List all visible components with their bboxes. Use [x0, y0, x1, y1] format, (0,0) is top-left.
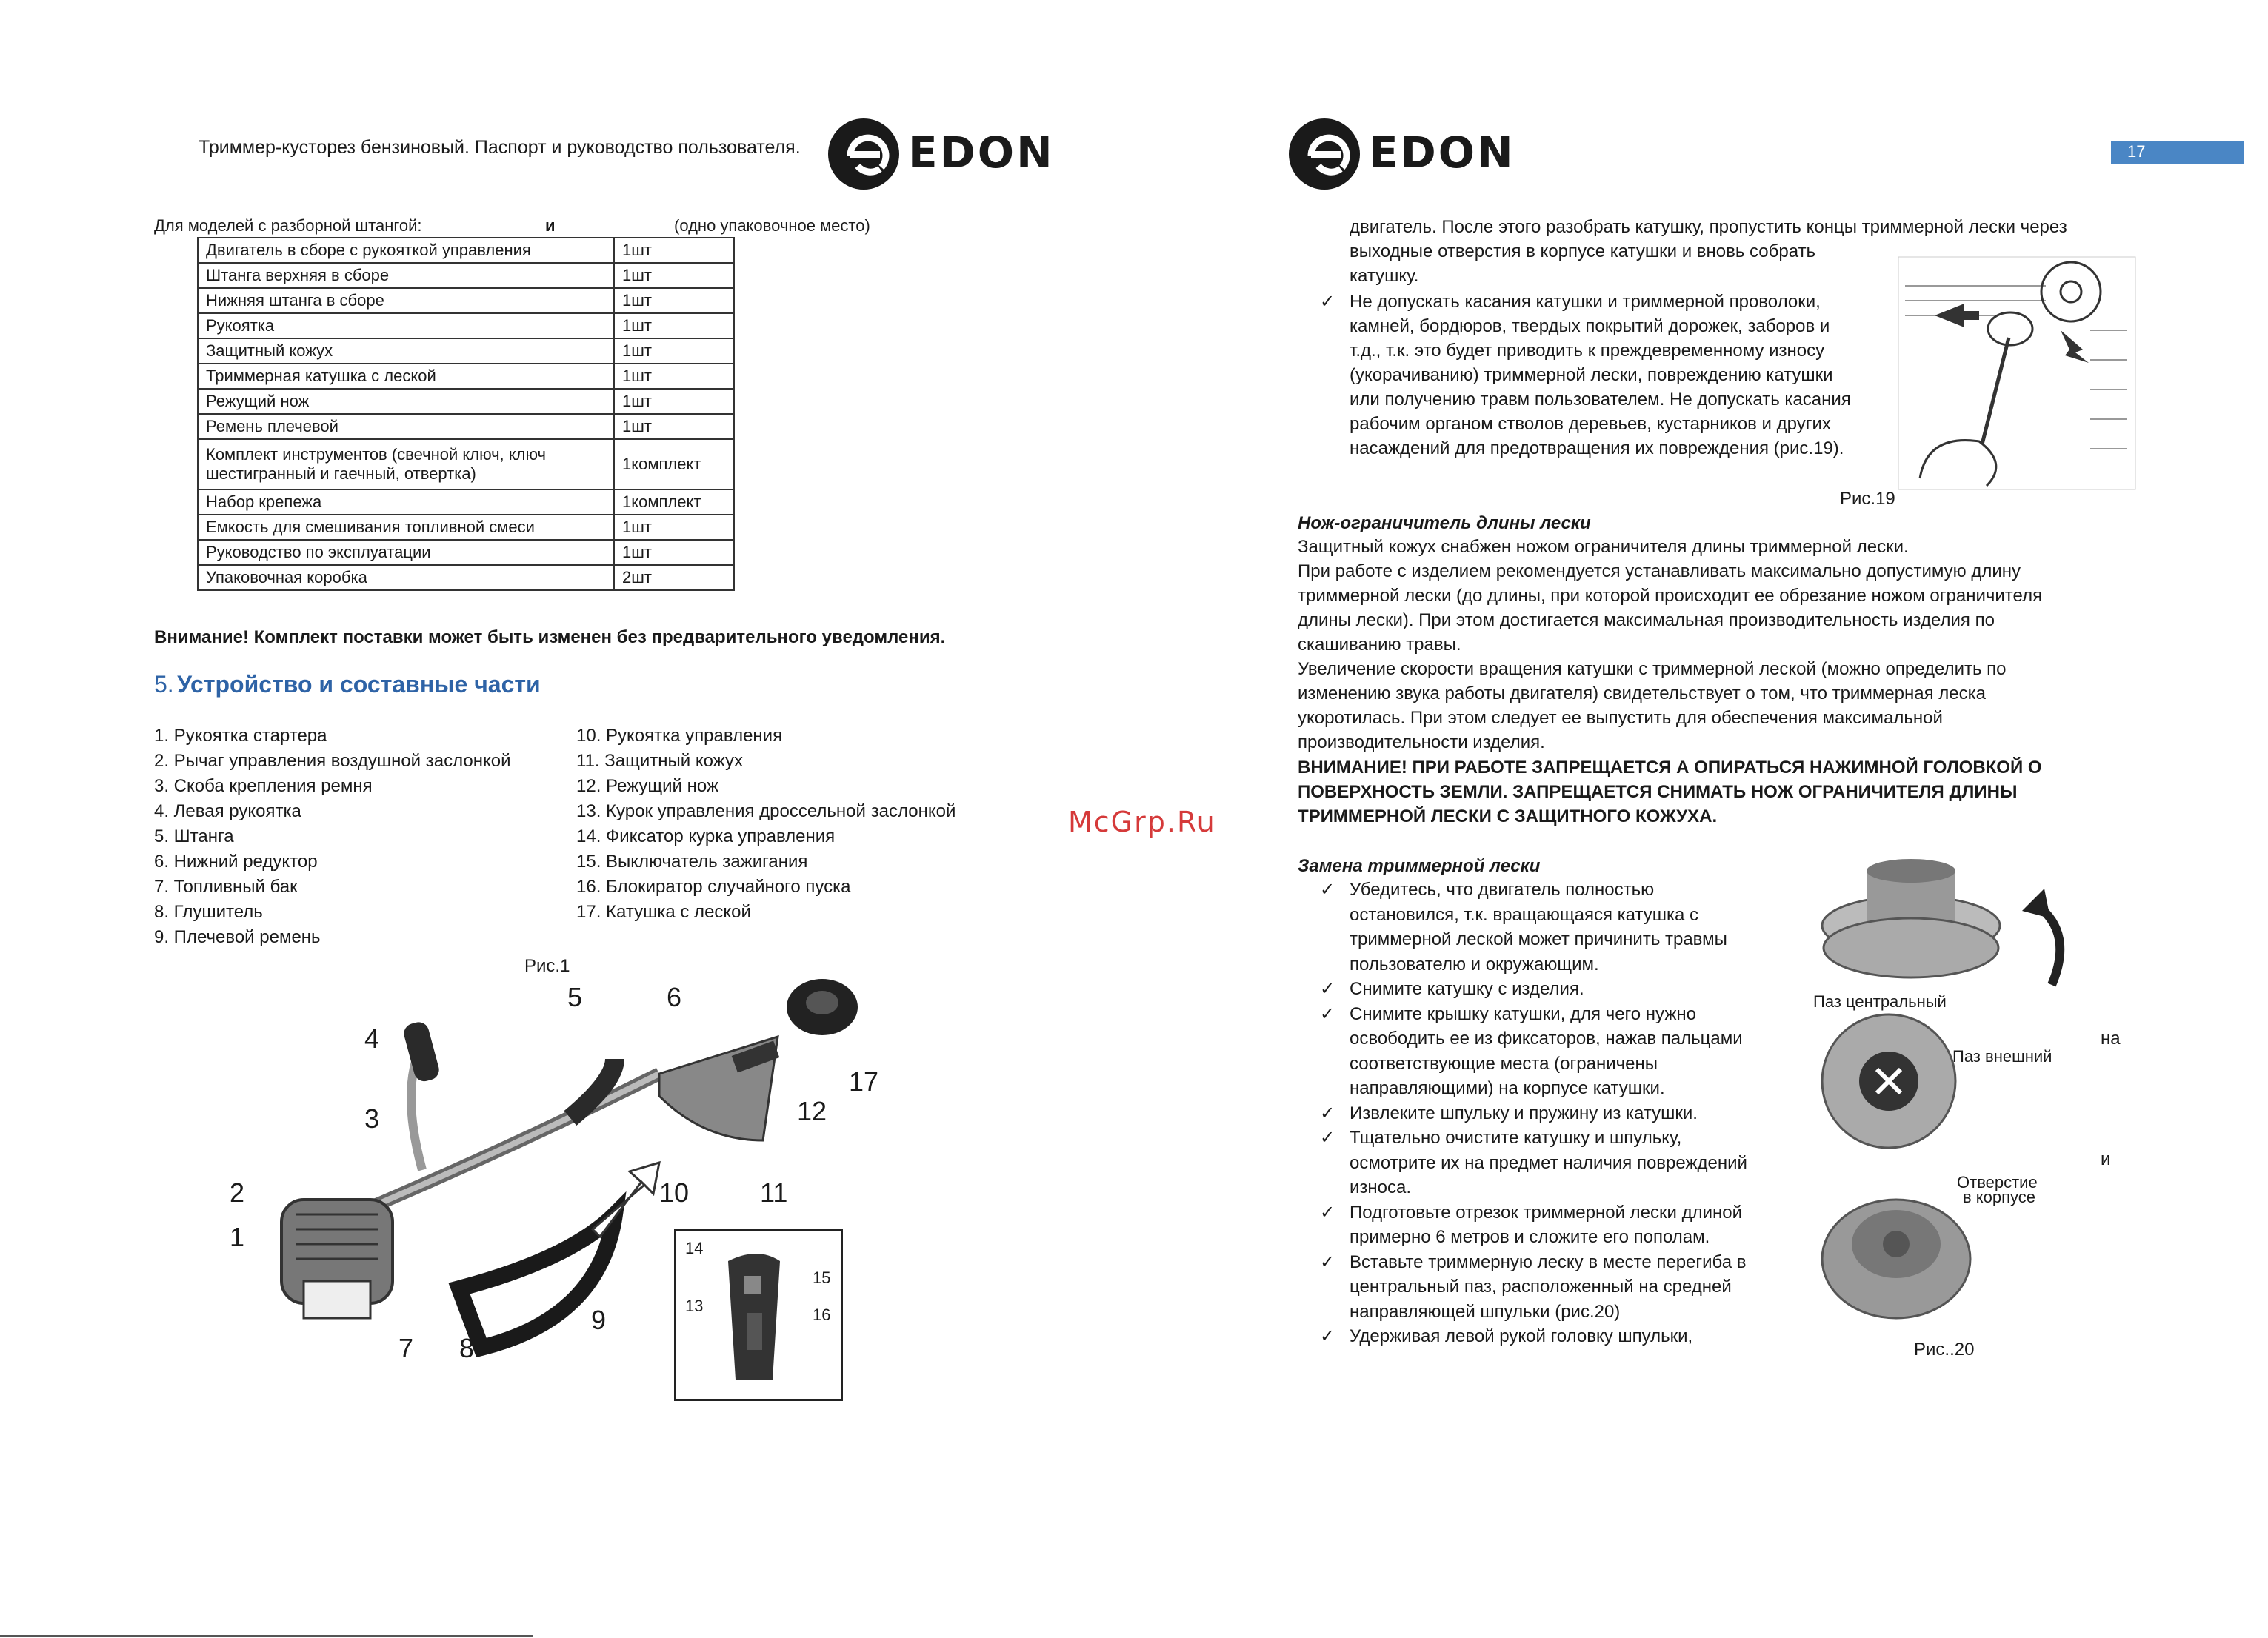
- kit-item-name: Режущий нож: [198, 389, 614, 414]
- fig1-label-12: 12: [797, 1096, 827, 1126]
- paragraph-line: При работе с изделием рекомендуется устанавливать максимально допустимую длину: [1298, 561, 2021, 581]
- fig1-label-5: 5: [567, 982, 583, 1012]
- replace-step-line: износа.: [1350, 1177, 1412, 1197]
- brand-logo-right: [1289, 117, 1533, 195]
- parts-list-item: 7. Топливный бак: [154, 877, 298, 897]
- kit-item-name: Емкость для смешивания топливной смеси: [198, 515, 614, 540]
- fig1-inset-handle: [674, 1229, 843, 1401]
- kit-table-row: [198, 489, 734, 515]
- kit-item-qty: 1шт: [614, 515, 734, 540]
- bullet-line: Не допускать касания катушки и триммерной проволоки,: [1350, 292, 1821, 312]
- kit-item-qty: 1шт: [614, 364, 734, 389]
- kit-item-qty: 2шт: [614, 565, 734, 590]
- replace-step-line: Подготовьте отрезок триммерной лески длиной: [1350, 1202, 1743, 1223]
- kit-item-name: Рукоятка: [198, 313, 614, 338]
- replace-step-line: соответствующие места (ограничены: [1350, 1053, 1658, 1074]
- replace-step-line: Вставьте триммерную леску в месте перегиба в: [1350, 1251, 1747, 1272]
- checkmark-icon: ✓: [1320, 979, 1335, 999]
- section-heading: [154, 671, 541, 698]
- paragraph-line: двигатель. После этого разобрать катушку, пропустить концы триммерной лески через: [1350, 217, 2067, 237]
- kit-item-qty: 1комплект: [614, 489, 734, 515]
- inset-label-15: 15: [813, 1268, 831, 1287]
- inset-label-16: 16: [813, 1306, 831, 1324]
- stray-na-text: на: [2101, 1029, 2121, 1049]
- kit-item-name: Двигатель в сборе с рукояткой управления: [198, 238, 614, 263]
- kit-item-name-line: шестигранный и гаечный, отвертка): [206, 464, 476, 483]
- kit-item-name: Набор крепежа: [198, 489, 614, 515]
- kit-table-row: [198, 238, 734, 263]
- kit-table-row: [198, 515, 734, 540]
- parts-list-item: 10. Рукоятка управления: [576, 726, 783, 746]
- bullet-line: (укорачиванию) триммерной лески, повреждению катушки: [1350, 365, 1833, 385]
- parts-list-item: 9. Плечевой ремень: [154, 927, 321, 947]
- fig20-label-outer: Паз внешний: [1952, 1047, 2052, 1066]
- replace-step-line: пользователю и окружающим.: [1350, 954, 1599, 975]
- paragraph-line: укоротилась. При этом следует ее выпустить для обеспечения максимальной: [1298, 708, 1943, 728]
- fig1-label-3: 3: [364, 1103, 380, 1134]
- parts-list-item: 13. Курок управления дроссельной заслонкой: [576, 801, 956, 821]
- fence-contact-illustration-icon: [1898, 256, 2136, 490]
- logo-text: EDON: [1369, 127, 1515, 178]
- replace-step-line: остановился, т.к. вращающаяся катушка с: [1350, 904, 1699, 925]
- kit-item-name-line: Комплект инструментов (свечной ключ, ключ: [206, 445, 546, 464]
- fig1-label-7: 7: [398, 1333, 414, 1363]
- replace-step-line: направляющими) на корпусе катушки.: [1350, 1078, 1665, 1098]
- page-number: 17: [2127, 142, 2146, 161]
- fig1-label-4: 4: [364, 1023, 380, 1054]
- paragraph-line: Защитный кожух снабжен ножом ограничителя длины триммерной лески.: [1298, 537, 1909, 557]
- replace-step-line: центральный паз, расположенный на средней: [1350, 1277, 1732, 1297]
- fig20-label-central: Паз центральный: [1813, 992, 1947, 1011]
- fig1-caption: Рис.1: [524, 956, 570, 976]
- parts-list-item: 14. Фиксатор курка управления: [576, 826, 836, 846]
- fig1-label-8: 8: [459, 1333, 475, 1363]
- fig20-caption: Рис..20: [1914, 1340, 1975, 1360]
- parts-list-item: 5. Штанга: [154, 826, 234, 846]
- kit-item-name: Штанга верхняя в сборе: [198, 263, 614, 288]
- bottom-hairline: [0, 1635, 533, 1637]
- replace-step-line: примерно 6 метров и сложите его пополам.: [1350, 1227, 1710, 1247]
- kit-table-row: [198, 313, 734, 338]
- parts-list-item: 16. Блокиратор случайного пуска: [576, 877, 851, 897]
- checkmark-icon: ✓: [1320, 1128, 1335, 1148]
- caution-line: ВНИМАНИЕ! ПРИ РАБОТЕ ЗАПРЕЩАЕТСЯ А ОПИРАТЬСЯ НАЖИМНОЙ ГОЛОВКОЙ О: [1298, 758, 2042, 778]
- bullet-line: т.д., т.к. это будет приводить к преждевременному износу: [1350, 341, 1825, 361]
- logo-text: EDON: [908, 127, 1055, 178]
- kit-item-name: Триммерная катушка с леской: [198, 364, 614, 389]
- replace-step-line: триммерной леской может причинить травмы: [1350, 929, 1727, 949]
- fig20-spool-illustration: [1815, 859, 2096, 1333]
- replace-step-line: Извлеките шпульку и пружину из катушки.: [1350, 1103, 1698, 1123]
- kit-item-name: Упаковочная коробка: [198, 565, 614, 590]
- parts-list-item: 17. Катушка с леской: [576, 902, 751, 922]
- kit-item-name: Руководство по эксплуатации: [198, 540, 614, 565]
- fig1-label-1: 1: [230, 1222, 245, 1252]
- replace-step-line: Убедитесь, что двигатель полностью: [1350, 880, 1655, 900]
- kit-item-name: Защитный кожух: [198, 338, 614, 364]
- kit-intro-note: (одно упаковочное место): [674, 216, 870, 235]
- parts-list-item: 8. Глушитель: [154, 902, 263, 922]
- kit-table: [197, 237, 735, 591]
- bullet-line: или получению травм пользователем. Не допускать касания: [1350, 390, 1851, 410]
- parts-list-item: 3. Скоба крепления ремня: [154, 776, 373, 796]
- kit-item-name: Нижняя штанга в сборе: [198, 288, 614, 313]
- checkmark-icon: ✓: [1320, 1326, 1335, 1346]
- fig1-label-11: 11: [760, 1177, 788, 1208]
- kit-intro-label: Для моделей с разборной штангой:: [154, 216, 422, 235]
- kit-item-qty: 1шт: [614, 238, 734, 263]
- parts-list-item: 2. Рычаг управления воздушной заслонкой: [154, 751, 511, 771]
- caution-line: ПОВЕРХНОСТЬ ЗЕМЛИ. ЗАПРЕЩАЕТСЯ СНИМАТЬ НОЖ ОГРАНИЧИТЕЛЯ ДЛИНЫ: [1298, 782, 2018, 802]
- fig1-label-17: 17: [849, 1066, 879, 1097]
- replace-heading: Замена триммерной лески: [1298, 856, 1541, 876]
- page-number-box: [2111, 141, 2244, 164]
- replace-step-line: осмотрите их на предмет наличия повреждений: [1350, 1152, 1747, 1173]
- paragraph-line: производительности изделия.: [1298, 732, 1545, 752]
- bullet-line: рабочим органом стволов деревьев, кустарников и других: [1350, 414, 1831, 434]
- watermark-text: McGrp.Ru: [1068, 806, 1216, 838]
- replace-step-line: направляющей шпульки (рис.20): [1350, 1301, 1621, 1322]
- kit-table-row: [198, 540, 734, 565]
- fig20-label-hole-2: в корпусе: [1963, 1188, 2036, 1206]
- kit-item-qty: 1шт: [614, 288, 734, 313]
- replace-step-line: Тщательно очистите катушку и шпульку,: [1350, 1128, 1682, 1148]
- stray-i-text: и: [2101, 1149, 2111, 1169]
- inset-label-13: 13: [685, 1297, 704, 1315]
- checkmark-icon: ✓: [1320, 292, 1335, 312]
- checkmark-icon: ✓: [1320, 880, 1335, 900]
- kit-item-name: [198, 439, 614, 489]
- kit-table-row: [198, 263, 734, 288]
- kit-table-row: [198, 414, 734, 439]
- paragraph-line: выходные отверстия в корпусе катушки и вновь собрать: [1350, 241, 1816, 261]
- inset-label-14: 14: [685, 1239, 704, 1257]
- paragraph-line: изменению звука работы двигателя) свидетельствует о том, что триммерная леска: [1298, 683, 1987, 703]
- parts-list-item: 15. Выключатель зажигания: [576, 852, 808, 872]
- kit-item-qty: 1шт: [614, 389, 734, 414]
- parts-list-item: 6. Нижний редуктор: [154, 852, 318, 872]
- section-number: 5.: [154, 671, 174, 698]
- fig1-label-10: 10: [659, 1177, 690, 1208]
- fig20-label-hole-1: Отверстие: [1957, 1173, 2038, 1191]
- kit-item-qty: 1шт: [614, 263, 734, 288]
- fig1-label-6: 6: [667, 982, 682, 1012]
- header-title: Триммер-кусторез бензиновый. Паспорт и руководство пользователя.: [199, 137, 801, 158]
- kit-warning: Внимание! Комплект поставки может быть изменен без предварительного уведомления.: [154, 627, 946, 647]
- parts-list-item: 11. Защитный кожух: [576, 751, 743, 771]
- fig19-caption: Рис.19: [1840, 489, 1895, 509]
- kit-item-name: Ремень плечевой: [198, 414, 614, 439]
- checkmark-icon: ✓: [1320, 1103, 1335, 1123]
- knife-heading: Нож-ограничитель длины лески: [1298, 513, 1591, 533]
- kit-item-qty: 1шт: [614, 540, 734, 565]
- paragraph-line: катушку.: [1350, 266, 1419, 286]
- section-title: Устройство и составные части: [177, 671, 541, 698]
- parts-list-item: 4. Левая рукоятка: [154, 801, 301, 821]
- replace-step-line: освободить ее из фиксаторов, нажав пальцами: [1350, 1029, 1743, 1049]
- kit-table-row: [198, 439, 734, 489]
- replace-step-line: Снимите катушку с изделия.: [1350, 979, 1584, 999]
- fig1-label-2: 2: [230, 1177, 245, 1208]
- checkmark-icon: ✓: [1320, 1003, 1335, 1024]
- parts-list-item: 1. Рукоятка стартера: [154, 726, 327, 746]
- kit-item-qty: 1шт: [614, 313, 734, 338]
- kit-item-qty: 1шт: [614, 338, 734, 364]
- kit-intro-connector: и: [545, 216, 556, 235]
- fig19-illustration: [1898, 256, 2136, 490]
- replace-step-line: Снимите крышку катушки, для чего нужно: [1350, 1003, 1696, 1024]
- parts-list-item: 12. Режущий нож: [576, 776, 718, 796]
- paragraph-line: Увеличение скорости вращения катушки с триммерной леской (можно определить по: [1298, 659, 2007, 679]
- brand-logo-left: [828, 117, 1073, 195]
- replace-step-line: Удерживая левой рукой головку шпульки,: [1350, 1326, 1693, 1346]
- paragraph-line: триммерной лески (до длины, при которой происходит ее обрезание ножом ограничителя: [1298, 586, 2043, 606]
- checkmark-icon: ✓: [1320, 1251, 1335, 1272]
- bullet-line: камней, бордюров, твердых покрытий дорожек, заборов и: [1350, 316, 1830, 336]
- kit-table-row: [198, 288, 734, 313]
- fig1-label-9: 9: [591, 1305, 607, 1335]
- caution-line: ТРИММЕРНОЙ ЛЕСКИ С ЗАЩИТНОГО КОЖУХА.: [1298, 806, 1718, 826]
- kit-table-row: [198, 389, 734, 414]
- kit-table-row: [198, 364, 734, 389]
- kit-table-row: [198, 565, 734, 590]
- checkmark-icon: ✓: [1320, 1202, 1335, 1223]
- bullet-line: насаждений для предотвращения их повреждения (рис.19).: [1350, 438, 1844, 458]
- spool-parts-icon: [1815, 859, 2096, 1333]
- kit-item-qty: 1шт: [614, 414, 734, 439]
- kit-item-qty: 1комплект: [614, 439, 734, 489]
- paragraph-line: скашиванию травы.: [1298, 635, 1461, 655]
- paragraph-line: длины лески). При этом достигается максимальная производительность изделия по: [1298, 610, 1995, 630]
- kit-table-row: [198, 338, 734, 364]
